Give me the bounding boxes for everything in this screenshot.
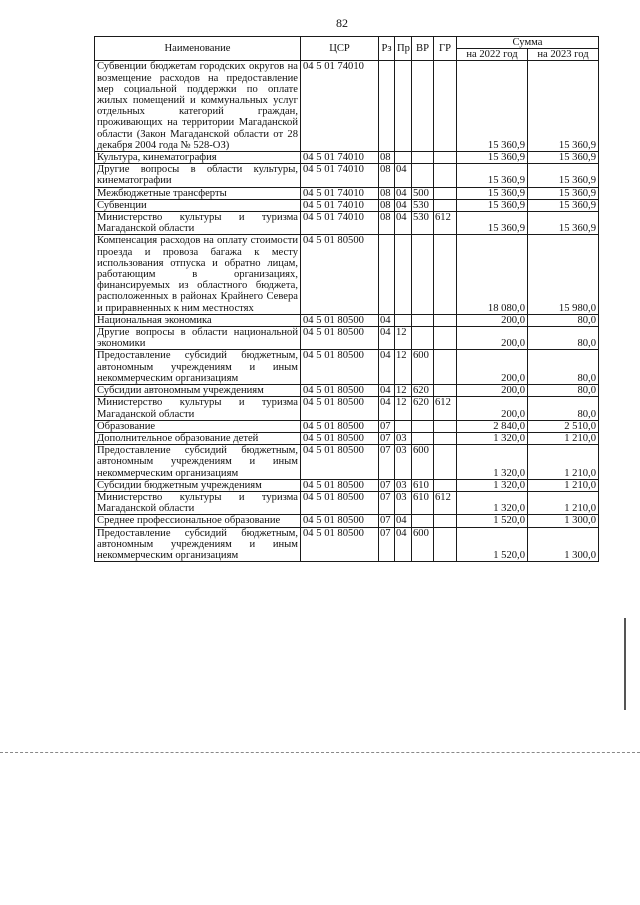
cell-csr: 04 5 01 80500	[301, 397, 379, 420]
cell-sum-2023: 15 360,9	[528, 61, 599, 152]
table-row	[95, 164, 599, 187]
table-row	[95, 491, 599, 514]
cell-gr	[434, 515, 457, 527]
cell-pr	[395, 235, 412, 314]
cell-pr: 03	[395, 445, 412, 480]
table-row	[95, 432, 599, 444]
cell-sum-2022: 1 520,0	[457, 515, 528, 527]
scan-artifact-line	[0, 752, 640, 753]
cell-gr	[434, 445, 457, 480]
cell-sum-2023: 15 360,9	[528, 152, 599, 164]
cell-sum-2023: 15 360,9	[528, 199, 599, 211]
cell-name: Предоставление субсидий бюджетным, автономным учреждениям и иным некоммерческим организациям	[95, 527, 301, 562]
table-row	[95, 515, 599, 527]
cell-name: Культура, кинематография	[95, 152, 301, 164]
cell-pr	[395, 314, 412, 326]
cell-vr	[412, 61, 434, 152]
cell-vr	[412, 432, 434, 444]
cell-pr: 03	[395, 479, 412, 491]
cell-pr: 12	[395, 385, 412, 397]
table-row	[95, 152, 599, 164]
cell-name: Субсидии автономным учреждениям	[95, 385, 301, 397]
table-row	[95, 385, 599, 397]
header-name: Наименование	[95, 37, 301, 61]
cell-rz: 08	[379, 164, 395, 187]
cell-sum-2022: 1 320,0	[457, 479, 528, 491]
cell-sum-2022: 1 320,0	[457, 491, 528, 514]
cell-gr: 612	[434, 397, 457, 420]
cell-pr: 04	[395, 527, 412, 562]
cell-sum-2022: 200,0	[457, 327, 528, 350]
cell-rz: 07	[379, 491, 395, 514]
cell-name: Субвенции бюджетам городских округов на возмещение расходов на предоставление мер социальной поддержки по оплате жилых помещений и коммунальных услуг отдельных категорий граждан, проживающих на территории Магаданской области (Закон Магаданской области от 28 декабря 2004 года № 528-ОЗ)	[95, 61, 301, 152]
cell-vr	[412, 420, 434, 432]
header-gr: ГР	[434, 37, 457, 61]
cell-gr	[434, 479, 457, 491]
cell-gr	[434, 350, 457, 385]
table-row	[95, 350, 599, 385]
cell-pr: 04	[395, 199, 412, 211]
cell-rz: 08	[379, 152, 395, 164]
cell-rz: 04	[379, 327, 395, 350]
cell-pr: 12	[395, 350, 412, 385]
table-row	[95, 199, 599, 211]
cell-csr: 04 5 01 74010	[301, 199, 379, 211]
header-year-2022: на 2022 год	[457, 49, 528, 61]
cell-sum-2022: 15 360,9	[457, 61, 528, 152]
cell-vr: 610	[412, 479, 434, 491]
cell-sum-2022: 200,0	[457, 350, 528, 385]
cell-vr: 610	[412, 491, 434, 514]
cell-pr: 03	[395, 491, 412, 514]
cell-sum-2023: 1 300,0	[528, 527, 599, 562]
cell-pr	[395, 61, 412, 152]
cell-rz: 08	[379, 199, 395, 211]
cell-gr	[434, 152, 457, 164]
cell-gr	[434, 314, 457, 326]
budget-table	[94, 36, 599, 562]
cell-gr	[434, 420, 457, 432]
cell-gr	[434, 61, 457, 152]
cell-csr: 04 5 01 80500	[301, 420, 379, 432]
cell-gr	[434, 199, 457, 211]
cell-rz: 08	[379, 212, 395, 235]
cell-csr: 04 5 01 80500	[301, 527, 379, 562]
cell-gr	[434, 235, 457, 314]
cell-sum-2022: 1 520,0	[457, 527, 528, 562]
cell-sum-2023: 1 210,0	[528, 445, 599, 480]
cell-name: Другие вопросы в области культуры, кинематографии	[95, 164, 301, 187]
cell-rz: 04	[379, 397, 395, 420]
cell-name: Среднее профессиональное образование	[95, 515, 301, 527]
cell-csr: 04 5 01 80500	[301, 385, 379, 397]
table-row	[95, 527, 599, 562]
cell-name: Национальная экономика	[95, 314, 301, 326]
cell-vr: 500	[412, 187, 434, 199]
cell-rz: 04	[379, 385, 395, 397]
cell-name: Субвенции	[95, 199, 301, 211]
cell-name: Министерство культуры и туризма Магаданской области	[95, 397, 301, 420]
cell-vr: 600	[412, 350, 434, 385]
cell-csr: 04 5 01 74010	[301, 164, 379, 187]
table-row	[95, 187, 599, 199]
cell-csr: 04 5 01 80500	[301, 314, 379, 326]
cell-sum-2023: 1 210,0	[528, 479, 599, 491]
cell-csr: 04 5 01 80500	[301, 515, 379, 527]
cell-vr: 530	[412, 212, 434, 235]
cell-sum-2022: 2 840,0	[457, 420, 528, 432]
table-row	[95, 61, 599, 152]
cell-rz: 07	[379, 445, 395, 480]
cell-sum-2022: 1 320,0	[457, 445, 528, 480]
cell-vr: 620	[412, 385, 434, 397]
cell-sum-2023: 15 980,0	[528, 235, 599, 314]
cell-csr: 04 5 01 80500	[301, 445, 379, 480]
table-row	[95, 420, 599, 432]
cell-vr	[412, 152, 434, 164]
cell-rz: 04	[379, 350, 395, 385]
cell-name: Министерство культуры и туризма Магаданской области	[95, 212, 301, 235]
cell-pr	[395, 420, 412, 432]
table-row	[95, 327, 599, 350]
cell-gr	[434, 432, 457, 444]
cell-gr	[434, 527, 457, 562]
cell-sum-2022: 200,0	[457, 385, 528, 397]
cell-csr: 04 5 01 74010	[301, 61, 379, 152]
cell-gr	[434, 187, 457, 199]
cell-sum-2023: 80,0	[528, 350, 599, 385]
cell-sum-2022: 15 360,9	[457, 199, 528, 211]
cell-vr	[412, 314, 434, 326]
cell-vr	[412, 515, 434, 527]
cell-name: Межбюджетные трансферты	[95, 187, 301, 199]
header-year-2023: на 2023 год	[528, 49, 599, 61]
cell-sum-2022: 200,0	[457, 314, 528, 326]
cell-vr: 530	[412, 199, 434, 211]
cell-csr: 04 5 01 74010	[301, 152, 379, 164]
cell-sum-2022: 15 360,9	[457, 187, 528, 199]
cell-csr: 04 5 01 80500	[301, 235, 379, 314]
cell-vr	[412, 164, 434, 187]
cell-sum-2023: 1 210,0	[528, 491, 599, 514]
header-pr: Пр	[395, 37, 412, 61]
cell-vr	[412, 327, 434, 350]
cell-sum-2023: 80,0	[528, 385, 599, 397]
page-number: 82	[336, 16, 348, 30]
cell-pr: 04	[395, 164, 412, 187]
header-vr: ВР	[412, 37, 434, 61]
cell-rz: 04	[379, 314, 395, 326]
cell-sum-2023: 15 360,9	[528, 187, 599, 199]
cell-vr: 620	[412, 397, 434, 420]
table-row	[95, 212, 599, 235]
table-row	[95, 397, 599, 420]
cell-rz: 07	[379, 432, 395, 444]
cell-pr: 12	[395, 327, 412, 350]
cell-name: Другие вопросы в области национальной экономики	[95, 327, 301, 350]
cell-vr: 600	[412, 527, 434, 562]
cell-pr: 04	[395, 515, 412, 527]
table-row	[95, 445, 599, 480]
cell-rz: 07	[379, 527, 395, 562]
cell-sum-2023: 80,0	[528, 314, 599, 326]
cell-gr: 612	[434, 212, 457, 235]
header-sum: Сумма	[457, 37, 599, 49]
cell-name: Образование	[95, 420, 301, 432]
cell-sum-2022: 15 360,9	[457, 212, 528, 235]
cell-sum-2023: 80,0	[528, 397, 599, 420]
cell-name: Министерство культуры и туризма Магаданской области	[95, 491, 301, 514]
table-row	[95, 479, 599, 491]
cell-csr: 04 5 01 80500	[301, 350, 379, 385]
cell-sum-2023: 80,0	[528, 327, 599, 350]
cell-rz	[379, 235, 395, 314]
cell-pr: 03	[395, 432, 412, 444]
cell-name: Компенсация расходов на оплату стоимости проезда и провоза багажа к месту использования отпуска и обратно лицам, работающим в организациях, финансируемых из областного бюджета, расположенных в районах Крайнего Севера и приравненных к ним местностях	[95, 235, 301, 314]
cell-gr	[434, 385, 457, 397]
cell-pr: 12	[395, 397, 412, 420]
cell-sum-2022: 200,0	[457, 397, 528, 420]
cell-sum-2023: 1 210,0	[528, 432, 599, 444]
cell-csr: 04 5 01 74010	[301, 187, 379, 199]
cell-name: Предоставление субсидий бюджетным, автономным учреждениям и иным некоммерческим организациям	[95, 350, 301, 385]
cell-gr	[434, 327, 457, 350]
cell-pr	[395, 152, 412, 164]
cell-rz: 07	[379, 420, 395, 432]
cell-sum-2023: 15 360,9	[528, 164, 599, 187]
cell-vr	[412, 235, 434, 314]
header-rz: Рз	[379, 37, 395, 61]
cell-rz: 07	[379, 479, 395, 491]
cell-name: Субсидии бюджетным учреждениям	[95, 479, 301, 491]
cell-sum-2023: 1 300,0	[528, 515, 599, 527]
cell-sum-2022: 15 360,9	[457, 152, 528, 164]
cell-sum-2022: 1 320,0	[457, 432, 528, 444]
cell-pr: 04	[395, 187, 412, 199]
cell-rz	[379, 61, 395, 152]
cell-rz: 07	[379, 515, 395, 527]
cell-csr: 04 5 01 80500	[301, 479, 379, 491]
cell-gr	[434, 164, 457, 187]
table-row	[95, 314, 599, 326]
cell-pr: 04	[395, 212, 412, 235]
cell-rz: 08	[379, 187, 395, 199]
cell-sum-2023: 2 510,0	[528, 420, 599, 432]
cell-sum-2022: 15 360,9	[457, 164, 528, 187]
cell-vr: 600	[412, 445, 434, 480]
table-row	[95, 235, 599, 314]
scan-artifact-edge	[624, 618, 626, 710]
cell-sum-2023: 15 360,9	[528, 212, 599, 235]
cell-name: Предоставление субсидий бюджетным, автономным учреждениям и иным некоммерческим организациям	[95, 445, 301, 480]
cell-csr: 04 5 01 74010	[301, 212, 379, 235]
cell-name: Дополнительное образование детей	[95, 432, 301, 444]
cell-sum-2022: 18 080,0	[457, 235, 528, 314]
cell-csr: 04 5 01 80500	[301, 491, 379, 514]
cell-csr: 04 5 01 80500	[301, 327, 379, 350]
cell-gr: 612	[434, 491, 457, 514]
header-csr: ЦСР	[301, 37, 379, 61]
cell-csr: 04 5 01 80500	[301, 432, 379, 444]
